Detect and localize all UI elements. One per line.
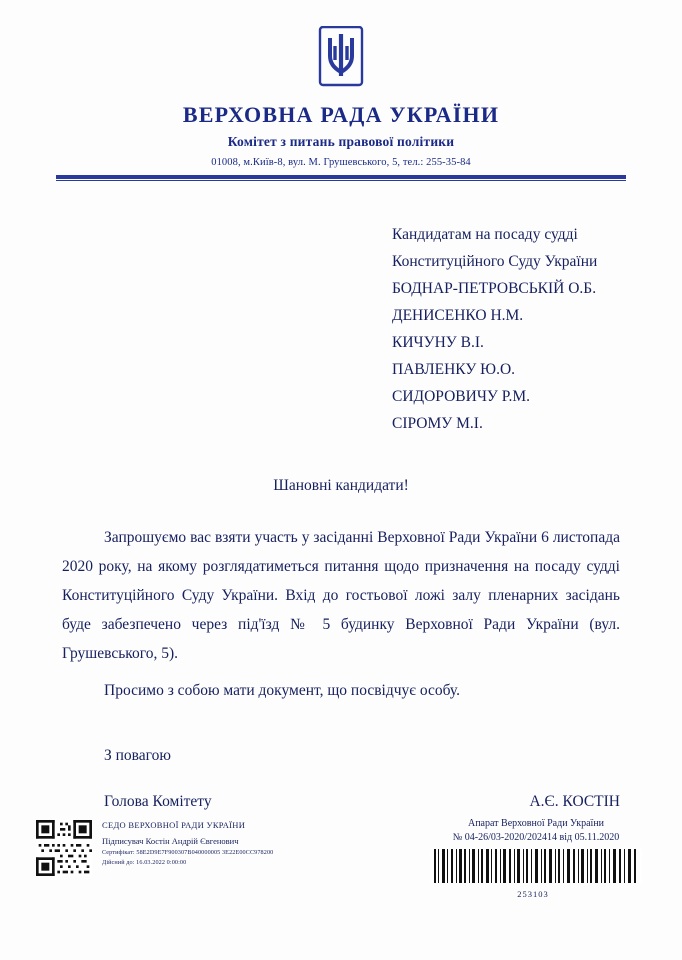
divider-thin (56, 180, 626, 181)
sedo-certificate: Сертифікат: 58E2D9E7F900307B040000005 3E22E00CC978200 (102, 849, 274, 856)
organization-title: ВЕРХОВНА РАДА УКРАЇНИ (182, 102, 500, 127)
signer-position: Голова Комітету (104, 793, 212, 810)
divider-thick (56, 175, 626, 179)
addressee-name: СИДОРОВИЧУ Р.М. (392, 388, 530, 405)
qr-code-icon (36, 820, 92, 876)
footer-stamps (0, 818, 682, 914)
signature-row (104, 793, 620, 811)
addressee-name: ПАВЛЕНКУ Ю.О. (392, 361, 516, 378)
body-paragraph-1: Запрошуємо вас взяти участь у засіданні Верховної Ради України 6 листопада 2020 року, на якому розглядатиметься питання щодо призначення на посаду судді Конституційного Суду України. Вхід до гостьової ложі залу пленарних засідань буде забезпечено через під'їзд № 5 будинку Верховної Ради України (вул. Грушевського, 5). (62, 529, 620, 662)
electronic-signature-stamp (36, 818, 273, 876)
registration-stamp (426, 818, 646, 899)
sedo-valid-until: Дійсний до: 16.03.2022 0:00:00 (102, 859, 187, 866)
addressee-intro-line-1: Кандидатам на посаду судді (392, 226, 578, 243)
signer-name: А.Є. КОСТІН (529, 793, 620, 810)
office-address: 01008, м.Київ-8, вул. М. Грушевського, 5, тел.: 255-35-84 (211, 157, 471, 168)
addressee-block (0, 221, 682, 437)
addressee-name: СІРОМУ М.І. (392, 415, 483, 432)
sedo-title: СЕДО ВЕРХОВНОЇ РАДИ УКРАЇНИ (102, 820, 246, 830)
signature-stamp-text (102, 818, 273, 866)
ukraine-trident-emblem-icon (318, 26, 364, 88)
header-divider (56, 175, 626, 181)
barcode-icon (430, 849, 642, 883)
addressee-name: КИЧУНУ В.І. (392, 334, 484, 351)
addressee-name: ДЕНИСЕНКО Н.М. (392, 307, 524, 324)
addressee-intro-line-2: Конституційного Суду України (392, 253, 598, 270)
addressee-name: БОДНАР-ПЕТРОВСЬКІЙ О.Б. (392, 280, 597, 297)
regards-line: З повагою (104, 747, 171, 764)
committee-name: Комітет з питань правової політики (227, 134, 455, 149)
letterhead (0, 0, 682, 181)
sedo-signer: Підписувач Костін Андрій Євгенович (102, 836, 239, 846)
barcode-number: 253103 (517, 889, 549, 899)
body-paragraph-2: Просимо з собою мати документ, що посвідчує особу. (104, 682, 460, 699)
registration-number: № 04-26/03-2020/202414 від 05.11.2020 (452, 832, 620, 843)
apparatus-label: Апарат Верховної Ради України (467, 818, 605, 829)
salutation: Шановні кандидати! (273, 477, 409, 494)
